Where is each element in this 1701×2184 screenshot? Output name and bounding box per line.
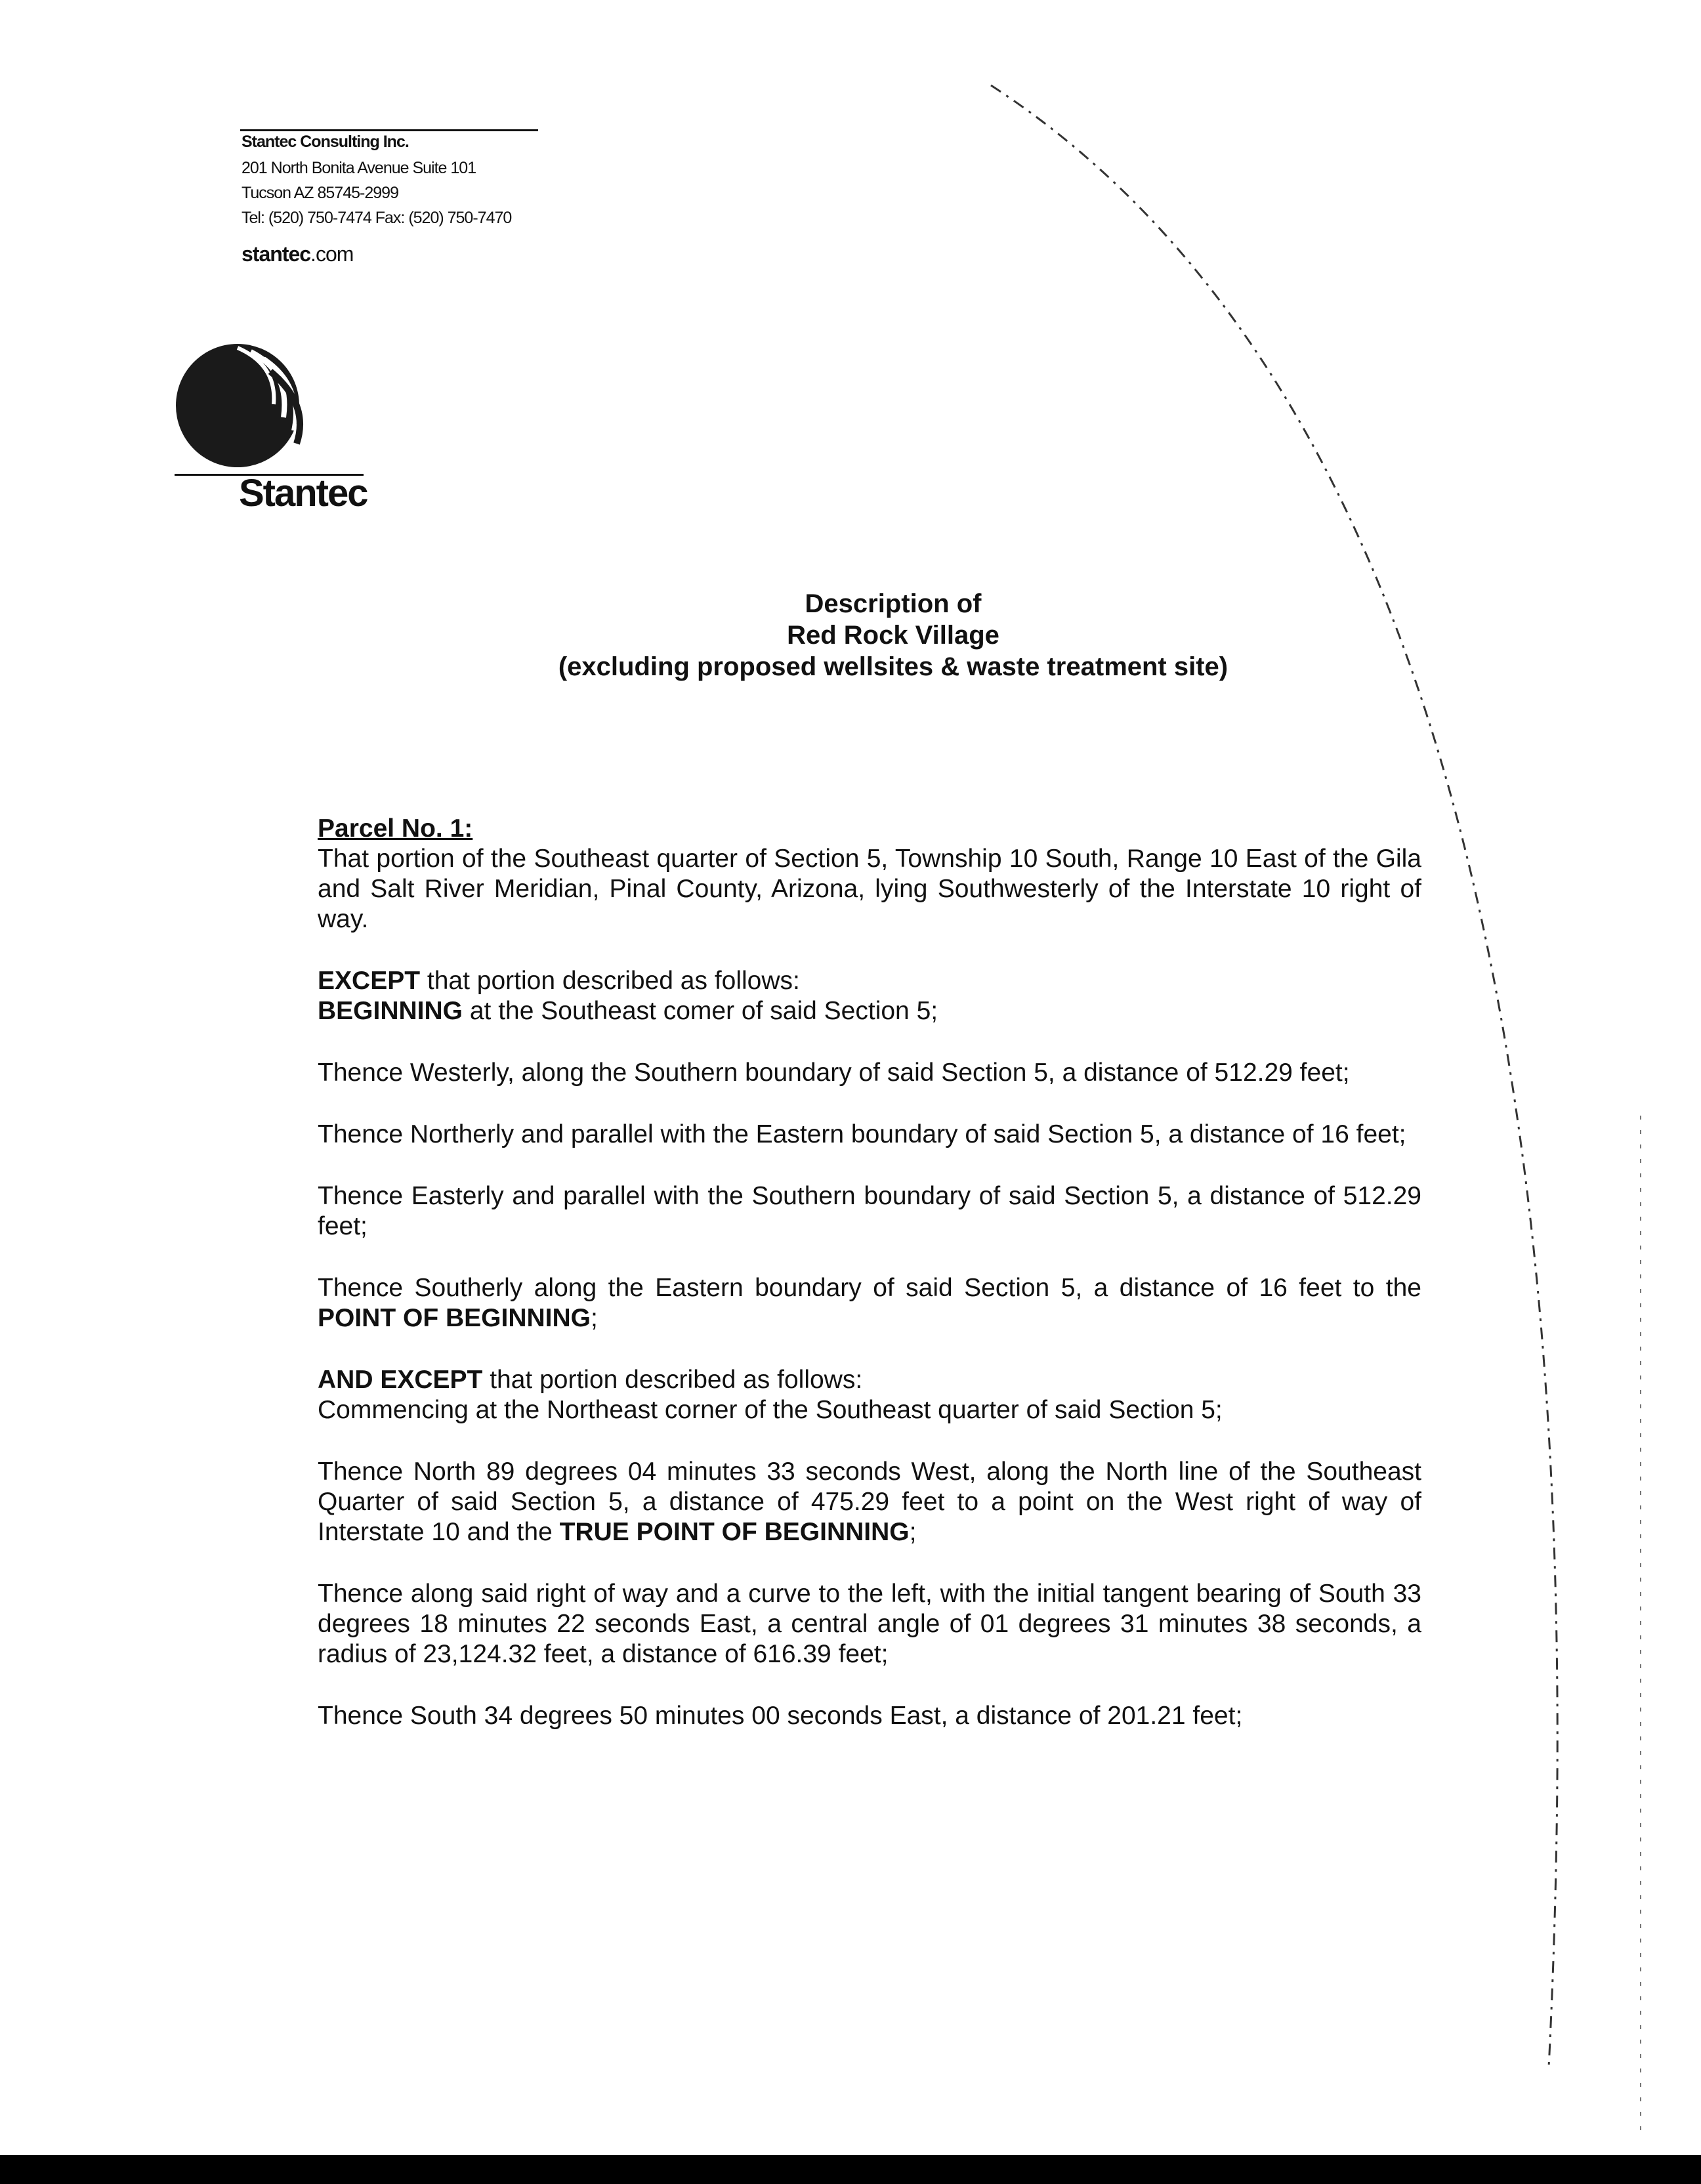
website-suffix: .com	[310, 242, 354, 266]
and-except-label: AND EXCEPT	[318, 1366, 483, 1394]
beginning-text: at the Southeast comer of said Section 5;	[463, 997, 938, 1025]
course-westerly: Thence Westerly, along the Southern boundary of said Section 5, a distance of 512.29 feet;	[318, 1059, 1350, 1087]
course-north	[318, 1457, 1421, 1547]
company-name: Stantec Consulting Inc.	[242, 133, 409, 151]
commencing-text: Commencing at the Northeast corner of the Southeast quarter of said Section 5;	[318, 1396, 1223, 1424]
legal-description	[318, 814, 1421, 1763]
course-southerly-end: ;	[591, 1304, 598, 1332]
letterhead	[242, 133, 543, 266]
brand-wordmark: Stantec	[239, 472, 368, 514]
letterhead-top-rule	[240, 129, 538, 131]
course-northerly: Thence Northerly and parallel with the Eastern boundary of said Section 5, a distance of 16 feet;	[318, 1120, 1406, 1148]
course-curve: Thence along said right of way and a curve to the left, with the initial tangent bearing of South 33 degrees 18 minutes 22 seconds East, a central angle of 01 degrees 31 minutes 38 seconds, a radius of 23,124.32 feet, a distance of 616.39 feet;	[318, 1580, 1421, 1668]
address-line-2: Tucson AZ 85745-2999	[242, 184, 398, 202]
course-south: Thence South 34 degrees 50 minutes 00 seconds East, a distance of 201.21 feet;	[318, 1702, 1243, 1730]
parcel-text: That portion of the Southeast quarter of Section 5, Township 10 South, Range 10 East of the Gila and Salt River Meridian, Pinal County, Arizona, lying Southwesterly of the Interstate 10 right of way.	[318, 845, 1421, 933]
website	[242, 242, 543, 266]
except-text: that portion described as follows:	[420, 967, 800, 995]
scan-bottom-edge	[0, 2155, 1701, 2184]
point-of-beginning: POINT OF BEGINNING	[318, 1304, 591, 1332]
phone-fax-line: Tel: (520) 750-7474 Fax: (520) 750-7470	[242, 209, 512, 227]
except-label: EXCEPT	[318, 967, 421, 995]
true-point-of-beginning: TRUE POINT OF BEGINNING	[559, 1518, 910, 1546]
parcel-heading: Parcel No. 1:	[318, 814, 473, 843]
title-line-2: Red Rock Village	[787, 621, 999, 650]
course-north-end: ;	[909, 1518, 917, 1546]
document-title	[0, 588, 1701, 682]
and-except-text: that portion described as follows:	[482, 1366, 863, 1394]
title-line-3: (excluding proposed wellsites & waste treatment site)	[558, 652, 1228, 681]
title-line-1: Description of	[805, 589, 982, 618]
course-easterly: Thence Easterly and parallel with the Southern boundary of said Section 5, a distance of 512.29 feet;	[318, 1182, 1421, 1240]
stantec-logo-icon	[172, 332, 316, 476]
course-north-text: Thence North 89 degrees 04 minutes 33 seconds West, along the North line of the Southeast Quarter of said Section 5, a distance of 475.29 feet to a point on the West right of way of Interstate 10 and the	[318, 1458, 1421, 1546]
except-paragraph	[318, 966, 1421, 1026]
website-bold: stantec	[242, 242, 311, 266]
address-line-1: 201 North Bonita Avenue Suite 101	[242, 159, 476, 177]
course-southerly-text: Thence Southerly along the Eastern boundary of said Section 5, a distance of 16 feet to the	[318, 1274, 1421, 1302]
parcel-paragraph	[318, 814, 1421, 934]
course-southerly	[318, 1273, 1421, 1334]
beginning-label: BEGINNING	[318, 997, 463, 1025]
and-except-paragraph	[318, 1365, 1421, 1425]
